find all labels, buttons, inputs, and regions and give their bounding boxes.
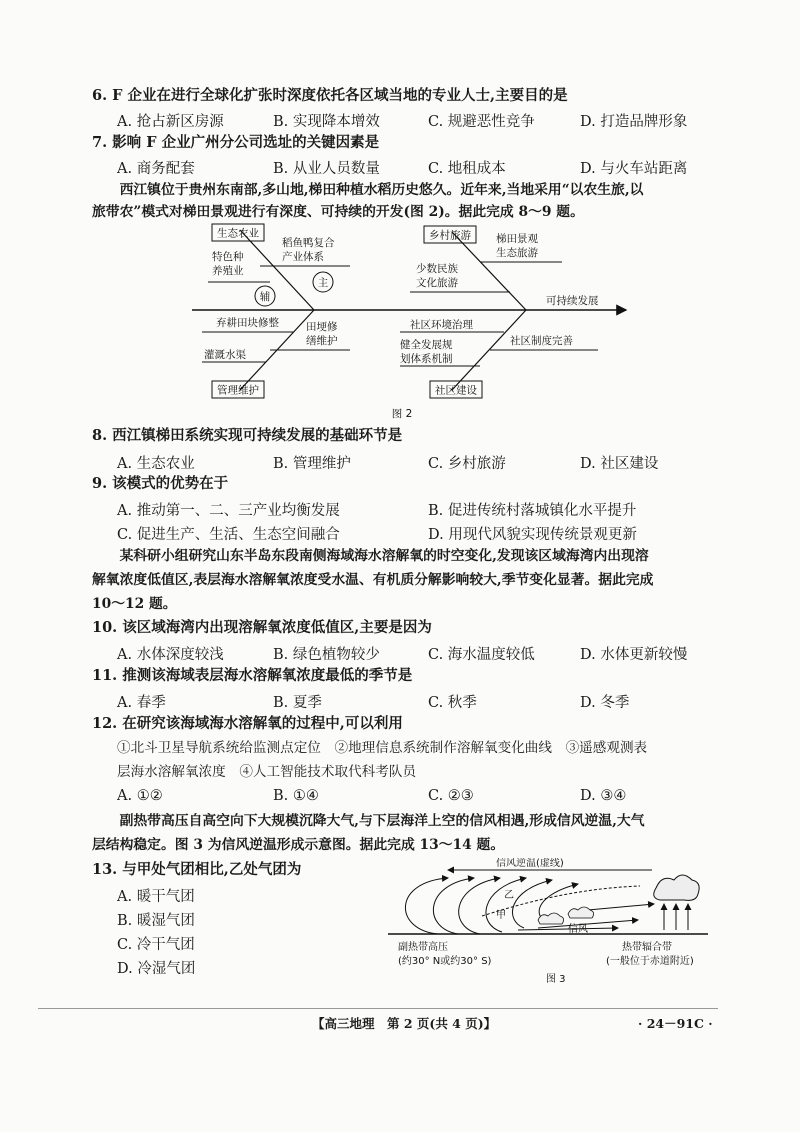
passage-8-9-line1: 西江镇位于贵州东南部,多山地,梯田种植水稻历史悠久。近年来,当地采用“以农生旅,以 (119, 182, 644, 198)
figure-2-caption: 图 2 (391, 408, 413, 420)
label-rice-fish-1: 稻鱼鸭复合 (282, 237, 335, 249)
label-terrace-1: 梯田景观 (496, 233, 538, 245)
q13-option-b: B. 暖湿气团 (117, 913, 195, 929)
q10-option-d: D. 水体更新较慢 (580, 647, 688, 663)
q12-option-d: D. ③④ (580, 788, 627, 804)
q11-option-b: B. 夏季 (273, 695, 322, 711)
label-jia: 甲 (496, 910, 506, 921)
question-12-stem: 12. 在研究该海域海水溶解氧的过程中,可以利用 (92, 715, 403, 732)
q6-option-b: B. 实现降本增效 (273, 114, 380, 130)
q8-option-c: C. 乡村旅游 (428, 456, 506, 472)
q6-option-c: C. 规避恶性竞争 (428, 114, 535, 130)
subtropical-high-label-1: 副热带高压 (398, 942, 448, 953)
label-breeding-1: 特色种 (212, 251, 244, 263)
label-abandoned: 弃耕田块修整 (216, 317, 279, 329)
passage-8-9-line2: 旅带农”模式对梯田景观进行有深度、可持续的开发(图 2)。据此完成 8～9 题。 (92, 204, 584, 220)
q13-option-c: C. 冷干气团 (117, 937, 195, 953)
q7-option-d: D. 与火车站距离 (580, 161, 688, 177)
q13-option-a: A. 暖干气团 (117, 889, 195, 905)
q9-option-d: D. 用现代风貌实现传统景观更新 (428, 527, 637, 543)
label-yi: 乙 (504, 890, 514, 901)
question-12-items-line2: 层海水溶解氧浓度 ④人工智能技术取代科考队员 (117, 764, 417, 780)
label-breeding-2: 养殖业 (212, 265, 244, 277)
itcz-label-2: (一般位于赤道附近) (606, 956, 694, 967)
trade-wind-label: 信风 (568, 924, 588, 935)
q11-option-a: A. 春季 (117, 695, 166, 711)
passage-13-14-line1: 副热带高压自高空向下大规模沉降大气,与下层海洋上空的信风相遇,形成信风逆温,大气 (119, 813, 645, 829)
q10-option-c: C. 海水温度较低 (428, 647, 535, 663)
inversion-label: 信风逆温(虚线) (496, 858, 564, 869)
passage-10-12-line3: 10～12 题。 (92, 596, 177, 612)
q11-option-c: C. 秋季 (428, 695, 477, 711)
question-7-stem: 7. 影响 F 企业广州分公司选址的关键因素是 (92, 134, 380, 151)
main-label: 主 (317, 277, 329, 289)
subtropical-high-label-2: (约30° N或约30° S) (398, 956, 492, 967)
q7-option-b: B. 从业人员数量 (273, 161, 380, 177)
figure-3-caption: 图 3 (546, 974, 566, 985)
q12-option-a: A. ①② (117, 788, 163, 804)
label-ridge-2: 缮维护 (306, 335, 338, 347)
q9-option-b: B. 促进传统村落城镇化水平提升 (428, 503, 637, 519)
q7-option-c: C. 地租成本 (428, 161, 506, 177)
label-plan-2: 划体系机制 (400, 353, 453, 365)
figure-2-fishbone-diagram (190, 222, 630, 422)
label-ethnic-1: 少数民族 (416, 263, 458, 275)
label-irrigation: 灌溉水渠 (204, 349, 246, 361)
label-ethnic-2: 文化旅游 (416, 277, 458, 289)
question-13-stem: 13. 与甲处气团相比,乙处气团为 (92, 861, 302, 878)
q11-option-d: D. 冬季 (580, 695, 630, 711)
q7-option-a: A. 商务配套 (117, 161, 195, 177)
passage-10-12-line1: 某科研小组研究山东半岛东段南侧海域海水溶解氧的时空变化,发现该区域海湾内出现溶 (119, 548, 649, 564)
question-12-items-line1: ①北斗卫星导航系统给监测点定位 ②地理信息系统制作溶解氧变化曲线 ③遥感观测表 (117, 740, 648, 756)
q9-option-c: C. 促进生产、生活、生态空间融合 (117, 527, 340, 543)
itcz-label-1: 热带辐合带 (622, 942, 672, 953)
aux-label: 辅 (259, 291, 271, 303)
q8-option-b: B. 管理维护 (273, 456, 351, 472)
label-env: 社区环境治理 (410, 319, 473, 331)
question-9-stem: 9. 该模式的优势在于 (92, 475, 229, 492)
q6-option-a: A. 抢占新区房源 (117, 114, 224, 130)
q9-option-a: A. 推动第一、二、三产业均衡发展 (117, 503, 340, 519)
box-community: 社区建设 (435, 384, 477, 397)
question-8-stem: 8. 西江镇梯田系统实现可持续发展的基础环节是 (92, 427, 403, 444)
passage-10-12-line2: 解氧浓度低值区,表层海水溶解氧浓度受水温、有机质分解影响较大,季节变化显著。据此完成 (92, 572, 654, 588)
q8-option-a: A. 生态农业 (117, 456, 195, 472)
q10-option-b: B. 绿色植物较少 (273, 647, 380, 663)
box-rural-tour: 乡村旅游 (429, 229, 471, 242)
q12-option-c: C. ②③ (428, 788, 474, 804)
question-11-stem: 11. 推测该海域表层海水溶解氧浓度最低的季节是 (92, 667, 413, 684)
label-rice-fish-2: 产业体系 (282, 251, 324, 263)
footer-code: · 24－91C · (638, 1016, 713, 1031)
q10-option-a: A. 水体深度较浅 (117, 647, 224, 663)
box-mgmt: 管理维护 (217, 384, 259, 397)
label-ridge-1: 田埂修 (306, 321, 338, 333)
q13-option-d: D. 冷湿气团 (117, 961, 196, 977)
label-system: 社区制度完善 (510, 335, 573, 347)
footer-page-info: 【高三地理 第 2 页(共 4 页)】 (312, 1016, 497, 1031)
q8-option-d: D. 社区建设 (580, 456, 659, 472)
q12-option-b: B. ①④ (273, 788, 319, 804)
label-plan-1: 健全发展规 (400, 339, 453, 351)
label-terrace-2: 生态旅游 (496, 247, 538, 259)
figure-3-trade-wind-inversion (388, 858, 718, 990)
q6-option-d: D. 打造品牌形象 (580, 114, 688, 130)
box-eco-agri: 生态农业 (217, 227, 259, 240)
footer-rule (38, 1008, 718, 1009)
label-goal: 可持续发展 (546, 295, 599, 307)
passage-13-14-line2: 层结构稳定。图 3 为信风逆温形成示意图。据此完成 13～14 题。 (92, 837, 505, 853)
question-6-stem: 6. F 企业在进行全球化扩张时深度依托各区域当地的专业人士,主要目的是 (92, 87, 568, 104)
question-10-stem: 10. 该区域海湾内出现溶解氧浓度低值区,主要是因为 (92, 619, 432, 636)
